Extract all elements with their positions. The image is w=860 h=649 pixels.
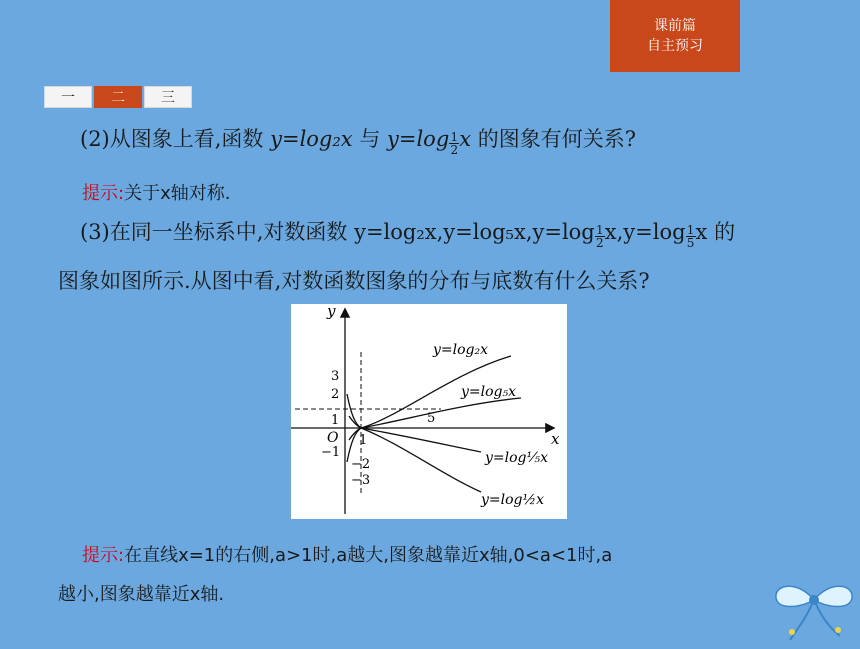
label-log2: y=log₂x [433,342,489,358]
q3-line1-b: x,y=log [604,220,686,244]
q2-expr2: y=log [387,127,450,151]
section-badge-line1: 课前篇 [654,18,696,34]
hint-2-line1 [82,541,612,567]
label-log1-2: y=log½x [481,492,544,508]
q3-line1-c: x 的 [695,220,736,244]
q2-frac-den: 2 [450,143,459,157]
section-tabs [44,86,192,108]
q3-fraction-1 [595,224,605,249]
x-tick-1: 1 [359,433,368,448]
tab-two[interactable]: 二 [94,86,142,108]
q3-f2-den: 5 [686,236,695,250]
q2-mid: 与 [352,127,387,151]
q2-prefix: (2)从图象上看,函数 [80,127,271,151]
hint-1 [82,179,230,205]
label-log5: y=log₅x [461,384,517,400]
y-tick-neg3: −3 [351,473,371,488]
ribbon-icon [768,570,860,645]
q2-expr2-tail: x [459,127,472,151]
question-3-line2: 图象如图所示.从图中看,对数函数图象的分布与底数有什么关系? [58,269,650,293]
label-log1-5: y=log⅕x [485,450,548,466]
y-tick-neg1: −1 [321,445,341,460]
log-graph-svg [291,304,567,519]
y-tick-1: 1 [331,413,340,428]
q3-line1-a: (3)在同一坐标系中,对数函数 y=log₂x,y=log₅x,y=log [80,220,595,244]
hint-2-label: 提示: [82,545,125,566]
hint-2-text-1: 在直线x=1的右侧,a>1时,a越大,图象越靠近x轴,0<a<1时,a [124,545,613,566]
q3-fraction-2 [686,224,696,249]
x-axis-label: x [551,430,560,448]
origin-label: O [327,430,339,446]
hint-2-line2: 越小,图象越靠近x轴. [58,584,225,605]
y-tick-3: 3 [331,369,340,384]
q3-f2-num: 1 [686,223,695,237]
y-tick-2: 2 [331,387,340,402]
q2-fraction [449,131,459,156]
q2-suffix: 的图象有何关系? [471,127,637,151]
q3-f1-num: 1 [595,223,604,237]
q2-expr1: y=log₂x [270,127,353,151]
q2-frac-num: 1 [450,130,459,144]
x-tick-5: 5 [427,411,436,426]
tab-one[interactable]: 一 [44,86,92,108]
question-2 [80,123,636,156]
y-tick-neg2: −2 [351,457,371,472]
section-badge-line2: 自主预习 [647,38,703,54]
hint-1-text: 关于x轴对称. [124,183,231,204]
hint-1-label: 提示: [82,183,125,204]
q3-f1-den: 2 [595,236,604,250]
section-badge [610,0,740,72]
log-graph-figure [291,304,567,519]
question-3-line1 [80,216,735,249]
tab-three[interactable]: 三 [144,86,192,108]
ribbon-decoration [768,570,860,645]
y-axis-label: y [327,304,336,320]
